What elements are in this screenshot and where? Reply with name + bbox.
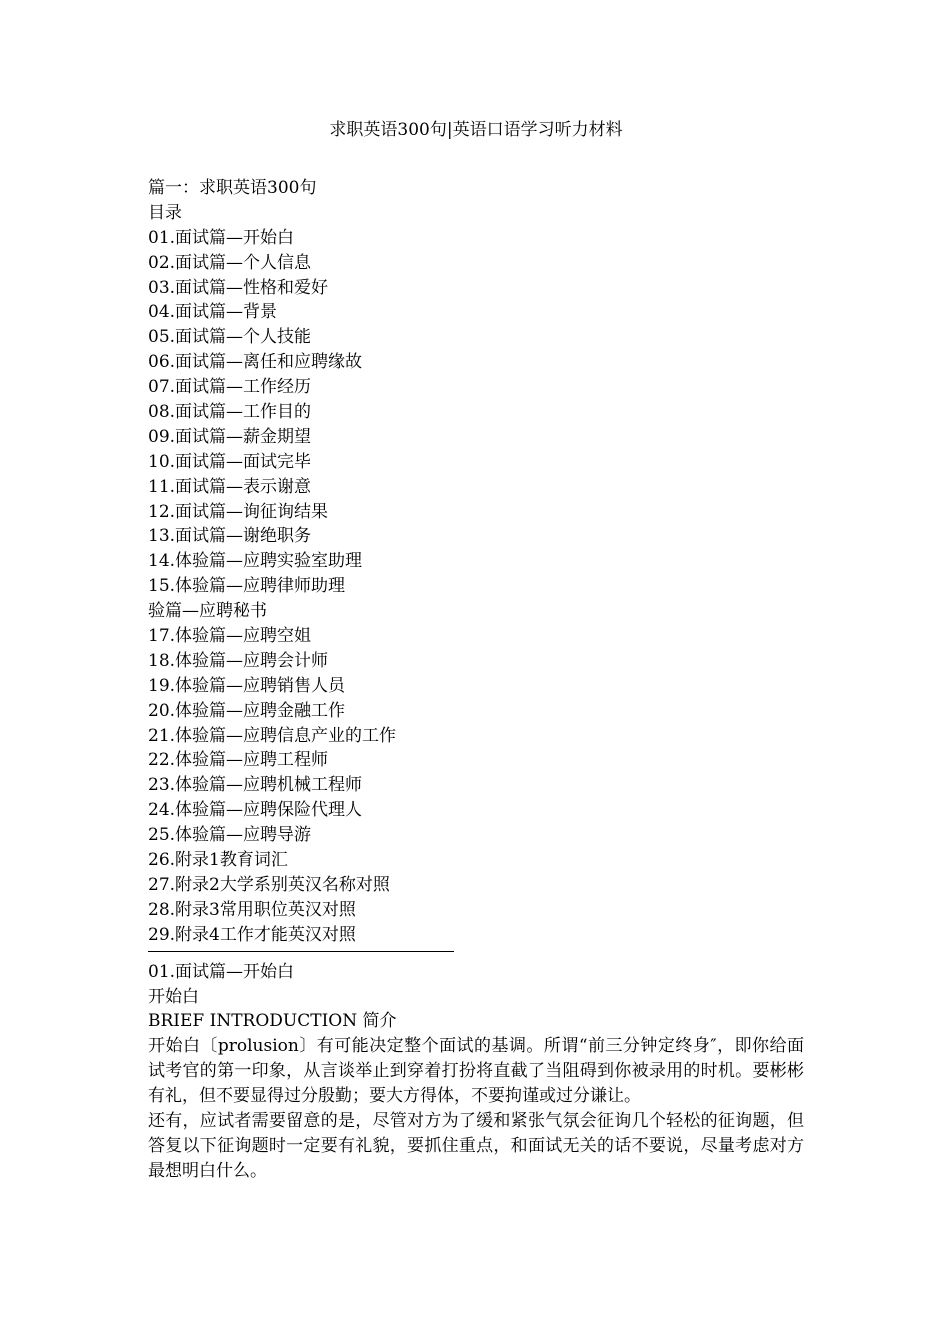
document-page bbox=[148, 118, 804, 1184]
toc-item: 25.体验篇—应聘导游 bbox=[148, 825, 312, 846]
toc-item: 11.面试篇—表示谢意 bbox=[148, 476, 312, 497]
toc-item: 22.体验篇—应聘工程师 bbox=[148, 750, 329, 771]
toc-item: 01.面试篇—开始白 bbox=[148, 227, 295, 248]
toc-item: 02.面试篇—个人信息 bbox=[148, 252, 312, 273]
toc-item: 13.面试篇—谢绝职务 bbox=[148, 526, 312, 547]
toc-item: 19.体验篇—应聘销售人员 bbox=[148, 675, 346, 696]
toc-item: 20.体验篇—应聘金融工作 bbox=[148, 700, 346, 721]
toc-item: 验篇—应聘秘书 bbox=[148, 601, 267, 622]
toc-item: 06.面试篇—离任和应聘缘故 bbox=[148, 352, 363, 373]
toc-item: 10.面试篇—面试完毕 bbox=[148, 451, 312, 472]
section-heading: 篇一：求职英语300句 bbox=[148, 178, 317, 198]
toc-item: 14.体验篇—应聘实验室助理 bbox=[148, 551, 363, 572]
toc-item: 28.附录3常用职位英汉对照 bbox=[148, 899, 356, 920]
body-paragraph: 还有，应试者需要留意的是，尽管对方为了缓和紧张气氛会征询几个轻松的征询题，但答复以下征询题时一定要有礼貌，要抓住重点，和面试无关的话不要说，尽量考虑对方最想明白什么。 bbox=[148, 1111, 804, 1181]
toc-item: 09.面试篇—薪金期望 bbox=[148, 426, 312, 447]
brief-introduction-label: BRIEF INTRODUCTION 简介 bbox=[148, 1011, 397, 1032]
toc-item: 03.面试篇—性格和爱好 bbox=[148, 277, 329, 298]
toc-item: 21.体验篇—应聘信息产业的工作 bbox=[148, 725, 397, 746]
toc-item: 05.面试篇—个人技能 bbox=[148, 327, 312, 348]
toc-item: 07.面试篇—工作经历 bbox=[148, 377, 312, 398]
toc-item: 15.体验篇—应聘律师助理 bbox=[148, 576, 346, 597]
toc-item: 26.附录1教育词汇 bbox=[148, 850, 288, 871]
table-of-contents bbox=[148, 226, 804, 948]
toc-item: 18.体验篇—应聘会计师 bbox=[148, 650, 329, 671]
toc-item: 17.体验篇—应聘空姐 bbox=[148, 626, 312, 647]
toc-heading: 目录 bbox=[148, 202, 182, 223]
document-title: 求职英语300句|英语口语学习听力材料 bbox=[329, 120, 623, 140]
chapter-subheading: 开始白 bbox=[148, 986, 199, 1007]
toc-item: 04.面试篇—背景 bbox=[148, 302, 278, 323]
toc-item: 23.体验篇—应聘机械工程师 bbox=[148, 775, 363, 796]
body-paragraph: 开始白〔prolusion〕有可能决定整个面试的基调。所谓“前三分钟定终身″，即你给面试考官的第一印象，从言谈举止到穿着打扮将直截了当阻碍到你被录用的时机。要彬彬有礼，但不要显得过分殷勤；要大方得体，不要拘谨或过分谦让。 bbox=[148, 1036, 804, 1107]
chapter-heading: 01.面试篇—开始白 bbox=[148, 961, 295, 982]
toc-item: 08.面试篇—工作目的 bbox=[148, 402, 312, 423]
toc-item: 27.附录2大学系别英汉名称对照 bbox=[148, 874, 390, 895]
toc-item: 12.面试篇—询征询结果 bbox=[148, 501, 329, 522]
section-divider bbox=[148, 951, 454, 952]
toc-item: 24.体验篇—应聘保险代理人 bbox=[148, 800, 363, 821]
toc-item: 29.附录4工作才能英汉对照 bbox=[148, 924, 356, 945]
